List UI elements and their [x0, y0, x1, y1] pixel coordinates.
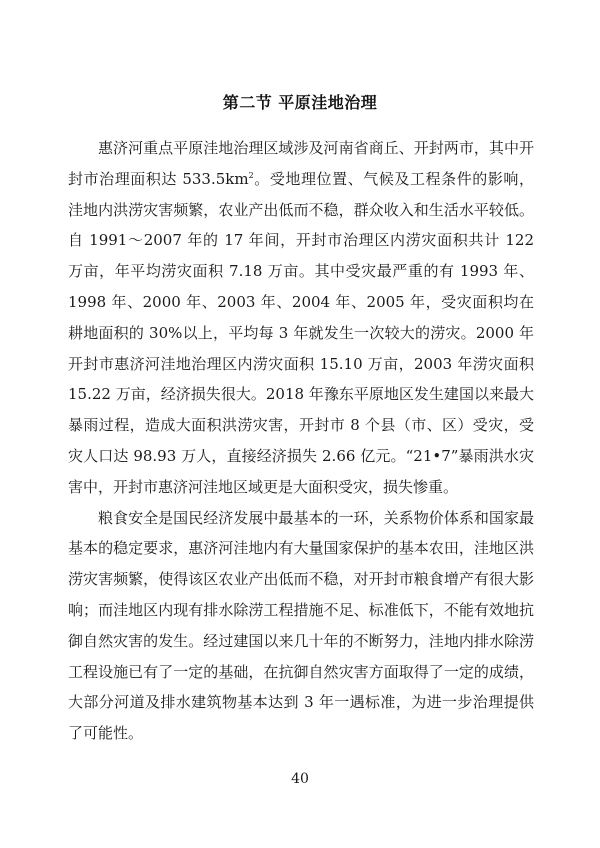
superscript-area-unit: 2 — [248, 170, 254, 180]
body-text — [68, 133, 534, 749]
paragraph-1 — [68, 133, 534, 503]
section-title: 第二节 平原洼地治理 — [222, 93, 378, 112]
paragraph-2: 粮食安全是国民经济发展中最基本的一环，关系物价体系和国家最基本的稳定要求，惠济河洼地内有大量国家保护的基本农田，洼地区洪涝灾害频繁，使得该区农业产出低而不稳，对开封市粮食增产有很大影响；而洼地区内现有排水除涝工程措施不足、标准低下，不能有效地抗御自然灾害的发生。经过建国以来几十年的不断努力，洼地内排水除涝工程设施已有了一定的基础，在抗御自然灾害方面取得了一定的成绩，大部分河道及排水建筑物基本达到 3 年一遇标准，为进一步治理提供了可能性。 — [68, 508, 534, 743]
paragraph-1-text-a: 惠济河重点平原洼地治理区域涉及河南省商丘、开封两市，其中开封市治理面积达 533.5km — [68, 139, 534, 188]
page-number: 40 — [291, 771, 309, 787]
paragraph-1-text-b: 。受地理位置、气候及工程条件的影响，洼地内洪涝灾害频繁，农业产出低而不稳，群众收入和生活水平较低。自 1991～2007 年的 17 年间，开封市治理区内涝灾面积共计 122 万亩，年平均涝灾面积 7.18 万亩。其中受灾最严重的有 1993 年、1998 年、2000 年、2003 年、2004 年、2005 年，受灾面积均在耕地面积的 30%以上，平均每 3 年就发生一次较大的涝灾。2000 年开封市惠济河洼地治理区内涝灾面积 15.10 万亩，2003 年涝灾面积 15.22 万亩，经济损失很大。2018 年豫东平原地区发生建国以来最大暴雨过程，造成大面积洪涝灾害，开封市 8 个县（市、区）受灾，受灾人口达 98.93 万人，直接经济损失 2.66 亿元。“21•7”暴雨洪水灾害中，开封市惠济河洼地区域更是大面积受灾，损失惨重。 — [68, 169, 534, 496]
